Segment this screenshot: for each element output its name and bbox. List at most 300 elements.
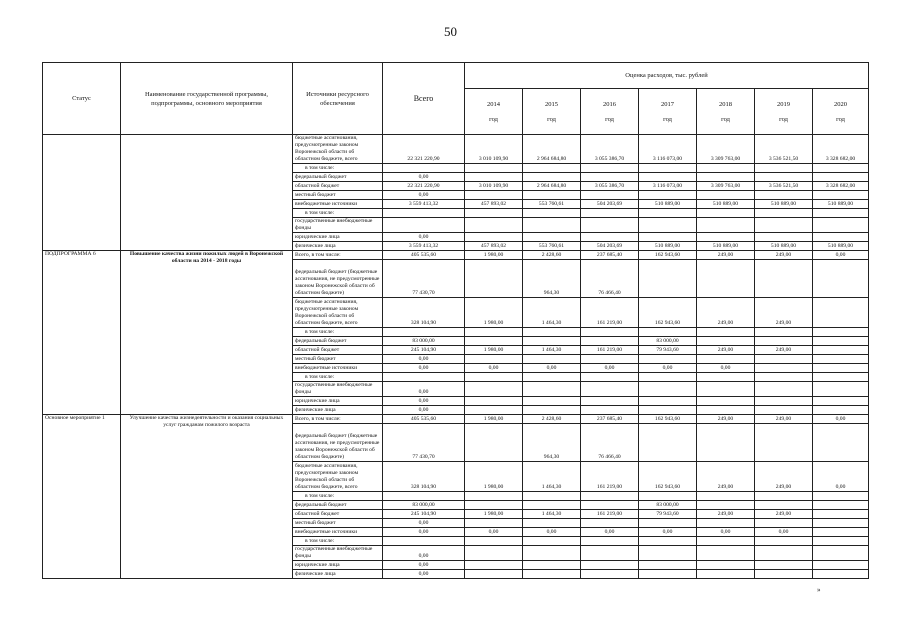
year-value-cell: 76 466,40 bbox=[581, 424, 639, 462]
year-value-cell bbox=[813, 298, 869, 328]
year-value-cell bbox=[697, 164, 755, 173]
year-value-cell: 510 889,00 bbox=[697, 200, 755, 209]
total-cell: 22 321 220,90 bbox=[383, 135, 465, 164]
year-value-cell bbox=[813, 492, 869, 501]
status-cell: Основное мероприятие 1 bbox=[43, 415, 121, 579]
total-cell: 405 535,60 bbox=[383, 251, 465, 260]
year-value-cell: 162 943,60 bbox=[639, 298, 697, 328]
year-value-cell: 0,00 bbox=[813, 251, 869, 260]
total-cell: 0,00 bbox=[383, 191, 465, 200]
header-estimate: Оценка расходов, тыс. рублей bbox=[465, 63, 869, 89]
year-value-cell bbox=[465, 492, 523, 501]
year-value-cell: 1 980,00 bbox=[465, 251, 523, 260]
year-value-cell bbox=[523, 373, 581, 382]
year-value-cell bbox=[813, 528, 869, 537]
year-value-cell bbox=[581, 373, 639, 382]
year-value-cell bbox=[465, 382, 523, 397]
year-value-cell bbox=[813, 424, 869, 462]
year-value-cell: 237 685,40 bbox=[581, 415, 639, 424]
year-value-cell bbox=[639, 355, 697, 364]
year-value-cell bbox=[755, 209, 813, 218]
header-total: Всего bbox=[383, 63, 465, 135]
year-value-cell: 1 464,30 bbox=[523, 510, 581, 519]
year-value-cell bbox=[465, 355, 523, 364]
year-value-cell bbox=[465, 191, 523, 200]
year-value-cell bbox=[755, 397, 813, 406]
year-value-cell bbox=[697, 373, 755, 382]
program-name-cell: Улучшение качества жизнедеятельности и оказания социальных услуг гражданам пожилого возраста bbox=[121, 415, 293, 579]
year-value-cell bbox=[465, 501, 523, 510]
year-value-cell bbox=[523, 328, 581, 337]
year-value-cell: 249,00 bbox=[755, 298, 813, 328]
year-value-cell bbox=[813, 355, 869, 364]
year-value-cell bbox=[523, 173, 581, 182]
year-value-cell: 510 889,00 bbox=[755, 242, 813, 251]
year-value-cell bbox=[697, 355, 755, 364]
year-value-cell bbox=[581, 537, 639, 546]
year-value-cell: 162 943,60 bbox=[639, 251, 697, 260]
year-value-cell: 2 428,60 bbox=[523, 415, 581, 424]
year-value-cell bbox=[813, 406, 869, 415]
header-year-value: 2020 bbox=[834, 100, 847, 108]
total-cell bbox=[383, 328, 465, 337]
header-year-unit: год bbox=[605, 115, 614, 123]
year-value-cell bbox=[639, 406, 697, 415]
total-cell: 22 321 220,90 bbox=[383, 182, 465, 191]
year-value-cell: 3 536 521,50 bbox=[755, 135, 813, 164]
table-row bbox=[43, 415, 869, 424]
year-value-cell: 510 889,00 bbox=[639, 200, 697, 209]
year-value-cell bbox=[813, 346, 869, 355]
year-value-cell: 510 889,00 bbox=[697, 242, 755, 251]
year-value-cell: 510 889,00 bbox=[813, 242, 869, 251]
total-cell: 245 104,90 bbox=[383, 510, 465, 519]
year-value-cell bbox=[697, 382, 755, 397]
year-value-cell bbox=[581, 406, 639, 415]
table-body bbox=[43, 135, 869, 579]
table-row bbox=[43, 251, 869, 260]
year-value-cell: 0,00 bbox=[581, 364, 639, 373]
year-value-cell: 510 889,00 bbox=[755, 200, 813, 209]
year-value-cell: 1 980,00 bbox=[465, 298, 523, 328]
year-value-cell: 457 893,02 bbox=[465, 242, 523, 251]
year-value-cell: 76 466,40 bbox=[581, 260, 639, 298]
total-cell: 245 104,90 bbox=[383, 346, 465, 355]
year-value-cell: 3 010 109,90 bbox=[465, 182, 523, 191]
year-value-cell: 3 328 682,00 bbox=[813, 182, 869, 191]
year-value-cell bbox=[697, 260, 755, 298]
source-cell: юридические лица bbox=[293, 233, 383, 242]
year-value-cell bbox=[465, 546, 523, 561]
year-value-cell bbox=[465, 519, 523, 528]
year-value-cell bbox=[523, 570, 581, 579]
source-cell: юридические лица bbox=[293, 397, 383, 406]
year-value-cell: 249,00 bbox=[697, 462, 755, 492]
total-cell: 0,00 bbox=[383, 406, 465, 415]
source-cell: в том числе: bbox=[293, 209, 383, 218]
header-sources: Источники ресурсного обеспечения bbox=[293, 63, 383, 135]
year-value-cell bbox=[813, 233, 869, 242]
year-value-cell: 161 219,00 bbox=[581, 298, 639, 328]
year-value-cell bbox=[581, 570, 639, 579]
year-value-cell bbox=[523, 218, 581, 233]
year-value-cell bbox=[755, 561, 813, 570]
total-cell: 77 430,70 bbox=[383, 424, 465, 462]
year-value-cell bbox=[755, 173, 813, 182]
year-value-cell bbox=[697, 328, 755, 337]
header-year bbox=[523, 89, 581, 135]
year-value-cell bbox=[465, 260, 523, 298]
year-value-cell bbox=[639, 173, 697, 182]
source-cell: федеральный бюджет bbox=[293, 501, 383, 510]
year-value-cell bbox=[639, 164, 697, 173]
year-value-cell bbox=[813, 337, 869, 346]
total-cell: 0,00 bbox=[383, 561, 465, 570]
year-value-cell bbox=[697, 397, 755, 406]
year-value-cell: 79 943,60 bbox=[639, 510, 697, 519]
source-cell: в том числе: bbox=[293, 537, 383, 546]
total-cell: 83 000,00 bbox=[383, 337, 465, 346]
year-value-cell bbox=[813, 191, 869, 200]
year-value-cell bbox=[581, 337, 639, 346]
year-value-cell bbox=[465, 209, 523, 218]
year-value-cell: 249,00 bbox=[697, 510, 755, 519]
year-value-cell: 2 964 684,80 bbox=[523, 182, 581, 191]
year-value-cell bbox=[697, 492, 755, 501]
program-name-cell: Повышение качества жизни пожилых людей в Воронежской области на 2014 - 2018 годы bbox=[121, 251, 293, 415]
source-cell: государственные внебюджетные фонды bbox=[293, 382, 383, 397]
year-value-cell bbox=[523, 337, 581, 346]
header-year-value: 2015 bbox=[545, 100, 558, 108]
total-cell: 328 104,90 bbox=[383, 298, 465, 328]
year-value-cell bbox=[755, 373, 813, 382]
year-value-cell bbox=[755, 355, 813, 364]
header-year bbox=[755, 89, 813, 135]
source-cell: государственные внебюджетные фонды bbox=[293, 546, 383, 561]
header-year-unit: год bbox=[663, 115, 672, 123]
year-value-cell bbox=[813, 570, 869, 579]
program-name-cell bbox=[121, 135, 293, 251]
header-year bbox=[813, 89, 869, 135]
source-cell: бюджетные ассигнования, предусмотренные законом Воронежской области об областном бюджете, всего bbox=[293, 462, 383, 492]
year-value-cell bbox=[639, 561, 697, 570]
total-cell: 0,00 bbox=[383, 364, 465, 373]
year-value-cell bbox=[639, 209, 697, 218]
source-cell: Всего, в том числе: bbox=[293, 251, 383, 260]
year-value-cell bbox=[581, 164, 639, 173]
year-value-cell bbox=[813, 501, 869, 510]
year-value-cell bbox=[697, 561, 755, 570]
header-year bbox=[581, 89, 639, 135]
year-value-cell: 553 760,61 bbox=[523, 242, 581, 251]
year-value-cell: 3 536 521,50 bbox=[755, 182, 813, 191]
table-header bbox=[43, 63, 869, 135]
total-cell: 0,00 bbox=[383, 355, 465, 364]
year-value-cell bbox=[523, 492, 581, 501]
header-year-unit: год bbox=[489, 115, 498, 123]
total-cell bbox=[383, 209, 465, 218]
source-cell: бюджетные ассигнования, предусмотренные законом Воронежской области об областном бюджете, всего bbox=[293, 135, 383, 164]
year-value-cell bbox=[813, 537, 869, 546]
year-value-cell bbox=[755, 406, 813, 415]
year-value-cell: 1 980,00 bbox=[465, 510, 523, 519]
year-value-cell bbox=[639, 373, 697, 382]
total-cell bbox=[383, 218, 465, 233]
status-cell: ПОДПРОГРАММА 6 bbox=[43, 251, 121, 415]
year-value-cell: 237 685,40 bbox=[581, 251, 639, 260]
year-value-cell bbox=[813, 364, 869, 373]
year-value-cell bbox=[581, 209, 639, 218]
year-value-cell bbox=[813, 218, 869, 233]
year-value-cell bbox=[813, 164, 869, 173]
year-value-cell bbox=[523, 209, 581, 218]
source-cell: юридические лица bbox=[293, 561, 383, 570]
total-cell: 83 000,00 bbox=[383, 501, 465, 510]
year-value-cell bbox=[755, 260, 813, 298]
year-value-cell bbox=[755, 164, 813, 173]
year-value-cell: 3 328 682,00 bbox=[813, 135, 869, 164]
year-value-cell bbox=[697, 209, 755, 218]
year-value-cell bbox=[639, 537, 697, 546]
header-year bbox=[639, 89, 697, 135]
year-value-cell: 0,00 bbox=[813, 462, 869, 492]
year-value-cell bbox=[755, 364, 813, 373]
year-value-cell: 0,00 bbox=[465, 364, 523, 373]
year-value-cell bbox=[465, 164, 523, 173]
year-value-cell bbox=[523, 397, 581, 406]
year-value-cell bbox=[465, 424, 523, 462]
year-value-cell bbox=[581, 173, 639, 182]
total-cell: 328 104,90 bbox=[383, 462, 465, 492]
header-year-value: 2018 bbox=[719, 100, 732, 108]
header-year-unit: год bbox=[779, 115, 788, 123]
year-value-cell bbox=[697, 233, 755, 242]
year-value-cell: 161 219,00 bbox=[581, 462, 639, 492]
year-value-cell bbox=[813, 260, 869, 298]
total-cell: 0,00 bbox=[383, 397, 465, 406]
year-value-cell: 0,00 bbox=[697, 364, 755, 373]
year-value-cell bbox=[755, 492, 813, 501]
year-value-cell bbox=[581, 218, 639, 233]
source-cell: в том числе: bbox=[293, 328, 383, 337]
source-cell: областной бюджет bbox=[293, 510, 383, 519]
year-value-cell: 249,00 bbox=[755, 415, 813, 424]
year-value-cell bbox=[465, 397, 523, 406]
total-cell: 0,00 bbox=[383, 546, 465, 561]
year-value-cell: 964,30 bbox=[523, 260, 581, 298]
year-value-cell: 249,00 bbox=[755, 251, 813, 260]
source-cell: физические лица bbox=[293, 242, 383, 251]
year-value-cell bbox=[697, 537, 755, 546]
year-value-cell bbox=[813, 209, 869, 218]
source-cell: в том числе: bbox=[293, 164, 383, 173]
total-cell bbox=[383, 373, 465, 382]
year-value-cell bbox=[697, 406, 755, 415]
year-value-cell bbox=[697, 191, 755, 200]
year-value-cell: 0,00 bbox=[813, 415, 869, 424]
year-value-cell bbox=[465, 537, 523, 546]
total-cell: 3 559 413,32 bbox=[383, 242, 465, 251]
total-cell: 3 559 413,32 bbox=[383, 200, 465, 209]
year-value-cell bbox=[639, 260, 697, 298]
year-value-cell bbox=[639, 191, 697, 200]
total-cell bbox=[383, 164, 465, 173]
year-value-cell: 249,00 bbox=[755, 346, 813, 355]
year-value-cell bbox=[755, 337, 813, 346]
source-cell: внебюджетные источники bbox=[293, 200, 383, 209]
year-value-cell: 83 000,00 bbox=[639, 501, 697, 510]
year-value-cell bbox=[639, 492, 697, 501]
year-value-cell: 3 010 109,90 bbox=[465, 135, 523, 164]
year-value-cell: 0,00 bbox=[523, 364, 581, 373]
year-value-cell bbox=[639, 328, 697, 337]
year-value-cell bbox=[755, 546, 813, 561]
year-value-cell bbox=[523, 537, 581, 546]
year-value-cell bbox=[523, 561, 581, 570]
source-cell: местный бюджет bbox=[293, 191, 383, 200]
year-value-cell: 3 055 386,70 bbox=[581, 135, 639, 164]
source-cell: бюджетные ассигнования, предусмотренные законом Воронежской области об областном бюджете, всего bbox=[293, 298, 383, 328]
year-value-cell bbox=[813, 519, 869, 528]
year-value-cell: 1 464,30 bbox=[523, 462, 581, 492]
year-value-cell: 249,00 bbox=[697, 346, 755, 355]
year-value-cell bbox=[465, 406, 523, 415]
year-value-cell bbox=[755, 570, 813, 579]
year-value-cell: 249,00 bbox=[755, 510, 813, 519]
year-value-cell: 0,00 bbox=[639, 528, 697, 537]
year-value-cell bbox=[639, 519, 697, 528]
year-value-cell: 553 760,61 bbox=[523, 200, 581, 209]
year-value-cell bbox=[813, 546, 869, 561]
year-value-cell bbox=[755, 519, 813, 528]
year-value-cell bbox=[523, 355, 581, 364]
table-row bbox=[43, 135, 869, 164]
source-cell: федеральный бюджет (бюджетные ассигнования, не предусмотренные законом Воронежской области об областном бюджете) bbox=[293, 260, 383, 298]
year-value-cell bbox=[581, 501, 639, 510]
header-program: Наименование государственной программы, подпрограммы, основного мероприятия bbox=[121, 63, 293, 135]
year-value-cell bbox=[465, 218, 523, 233]
year-value-cell: 249,00 bbox=[697, 298, 755, 328]
year-value-cell bbox=[813, 397, 869, 406]
source-cell: в том числе: bbox=[293, 373, 383, 382]
year-value-cell: 0,00 bbox=[523, 528, 581, 537]
header-year-unit: год bbox=[721, 115, 730, 123]
source-cell: внебюджетные источники bbox=[293, 528, 383, 537]
year-value-cell bbox=[639, 570, 697, 579]
year-value-cell bbox=[581, 355, 639, 364]
total-cell: 0,00 bbox=[383, 173, 465, 182]
year-value-cell: 510 889,00 bbox=[813, 200, 869, 209]
year-value-cell bbox=[465, 561, 523, 570]
year-value-cell bbox=[581, 561, 639, 570]
year-value-cell: 161 219,00 bbox=[581, 346, 639, 355]
year-value-cell bbox=[581, 519, 639, 528]
source-cell: государственные внебюджетные фонды bbox=[293, 218, 383, 233]
year-value-cell bbox=[523, 191, 581, 200]
header-year-unit: год bbox=[547, 115, 556, 123]
source-cell: местный бюджет bbox=[293, 355, 383, 364]
year-value-cell bbox=[465, 373, 523, 382]
year-value-cell bbox=[639, 382, 697, 397]
source-cell: местный бюджет bbox=[293, 519, 383, 528]
year-value-cell bbox=[697, 218, 755, 233]
year-value-cell: 2 964 684,80 bbox=[523, 135, 581, 164]
year-value-cell: 0,00 bbox=[755, 528, 813, 537]
year-value-cell bbox=[755, 191, 813, 200]
header-year-value: 2017 bbox=[661, 100, 674, 108]
total-cell: 0,00 bbox=[383, 382, 465, 397]
year-value-cell bbox=[697, 424, 755, 462]
year-value-cell bbox=[639, 546, 697, 561]
year-value-cell: 0,00 bbox=[465, 528, 523, 537]
year-value-cell: 3 309 763,00 bbox=[697, 182, 755, 191]
total-cell: 0,00 bbox=[383, 233, 465, 242]
year-value-cell bbox=[581, 328, 639, 337]
year-value-cell bbox=[755, 233, 813, 242]
year-value-cell bbox=[581, 546, 639, 561]
year-value-cell bbox=[755, 537, 813, 546]
source-cell: федеральный бюджет (бюджетные ассигнования, не предусмотренные законом Воронежской области об областном бюджете) bbox=[293, 424, 383, 462]
header-year bbox=[697, 89, 755, 135]
source-cell: в том числе: bbox=[293, 492, 383, 501]
year-value-cell: 2 428,60 bbox=[523, 251, 581, 260]
year-value-cell: 1 464,30 bbox=[523, 298, 581, 328]
year-value-cell bbox=[813, 373, 869, 382]
year-value-cell bbox=[639, 424, 697, 462]
total-cell bbox=[383, 492, 465, 501]
year-value-cell bbox=[581, 382, 639, 397]
year-value-cell bbox=[523, 501, 581, 510]
year-value-cell bbox=[697, 546, 755, 561]
year-value-cell: 3 055 386,70 bbox=[581, 182, 639, 191]
total-cell: 405 535,60 bbox=[383, 415, 465, 424]
year-value-cell bbox=[755, 328, 813, 337]
year-value-cell bbox=[581, 233, 639, 242]
total-cell: 0,00 bbox=[383, 528, 465, 537]
year-value-cell bbox=[523, 519, 581, 528]
year-value-cell: 964,30 bbox=[523, 424, 581, 462]
year-value-cell: 510 889,00 bbox=[639, 242, 697, 251]
year-value-cell: 83 000,00 bbox=[639, 337, 697, 346]
year-value-cell bbox=[813, 510, 869, 519]
year-value-cell: 162 943,60 bbox=[639, 462, 697, 492]
year-value-cell: 1 980,00 bbox=[465, 415, 523, 424]
year-value-cell bbox=[523, 382, 581, 397]
year-value-cell bbox=[581, 191, 639, 200]
header-year-value: 2014 bbox=[487, 100, 500, 108]
source-cell: областной бюджет bbox=[293, 346, 383, 355]
year-value-cell bbox=[755, 424, 813, 462]
year-value-cell bbox=[755, 501, 813, 510]
year-value-cell bbox=[465, 570, 523, 579]
year-value-cell bbox=[697, 519, 755, 528]
year-value-cell: 3 116 073,00 bbox=[639, 182, 697, 191]
year-value-cell: 0,00 bbox=[639, 364, 697, 373]
year-value-cell bbox=[523, 233, 581, 242]
header-status: Статус bbox=[43, 63, 121, 135]
source-cell: физические лица bbox=[293, 570, 383, 579]
status-cell bbox=[43, 135, 121, 251]
year-value-cell: 0,00 bbox=[581, 528, 639, 537]
year-value-cell bbox=[755, 382, 813, 397]
header-year-unit: год bbox=[836, 115, 845, 123]
year-value-cell bbox=[581, 397, 639, 406]
year-value-cell bbox=[697, 337, 755, 346]
year-value-cell bbox=[523, 164, 581, 173]
page-number: 50 bbox=[444, 24, 457, 39]
total-cell: 0,00 bbox=[383, 570, 465, 579]
year-value-cell: 1 464,30 bbox=[523, 346, 581, 355]
